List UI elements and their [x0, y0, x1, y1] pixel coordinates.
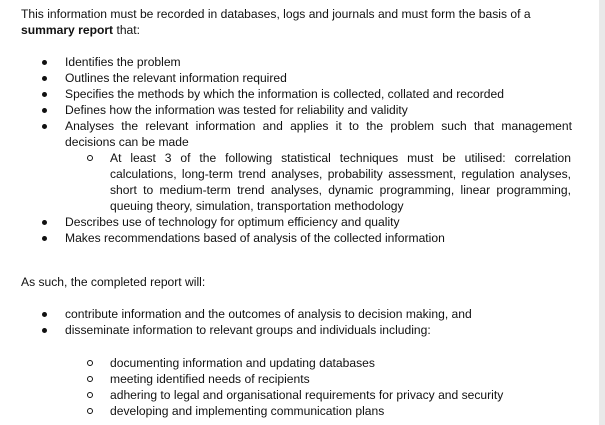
sublist-item: meeting identified needs of recipients	[65, 371, 571, 387]
sublist-item: documenting information and updating databases	[65, 355, 571, 371]
report-requirements-list	[0, 54, 572, 246]
list-item: Outlines the relevant information required	[0, 70, 572, 86]
bullet-icon	[42, 312, 47, 317]
hollow-bullet-icon	[87, 392, 93, 398]
dissemination-sublist	[65, 355, 571, 419]
report-outcomes-list	[0, 306, 572, 338]
intro-text: This information must be recorded in databases, logs and journals and must form the basis of a	[21, 7, 531, 21]
hollow-bullet-icon	[87, 376, 93, 382]
sublist-item: At least 3 of the following statistical techniques must be utilised: correlation calculations, long-term trend analyses, probability assessment, regulation analyses, short to medium-term trend analyses, dynamic programming, linear programming, queuing theory, simulation, transportation methodology	[65, 150, 571, 214]
bullet-icon	[42, 236, 47, 241]
list-item: Makes recommendations based of analysis of the collected information	[0, 230, 572, 246]
intro-bold-term: summary report	[21, 23, 114, 37]
bullet-icon	[42, 328, 47, 333]
bullet-icon	[42, 76, 47, 81]
bullet-icon	[42, 108, 47, 113]
list-item: Specifies the methods by which the information is collected, collated and recorded	[0, 86, 572, 102]
bullet-icon	[42, 92, 47, 97]
bullet-icon	[42, 124, 47, 129]
statistical-techniques-sublist	[65, 150, 572, 214]
hollow-bullet-icon	[87, 360, 93, 366]
sublist-item: adhering to legal and organisational requirements for privacy and security	[65, 387, 571, 403]
intro-tail: that:	[113, 23, 140, 37]
sublist-item: developing and implementing communication plans	[65, 403, 571, 419]
intro-paragraph	[21, 6, 572, 38]
hollow-bullet-icon	[87, 155, 93, 161]
list-item: contribute information and the outcomes of analysis to decision making, and	[0, 306, 572, 322]
list-item: Identifies the problem	[0, 54, 572, 70]
list-item: Defines how the information was tested for reliability and validity	[0, 102, 572, 118]
list-item: Describes use of technology for optimum efficiency and quality	[0, 214, 572, 230]
list-item: Analyses the relevant information and applies it to the problem such that management decisions can be made At least 3 of the following statistical techniques must be utilised: correlation calculations, long-term trend analyses, probability assessment, regulation analyses, short to medium-term trend analyses, dynamic programming, linear programming, queuing theory, simulation, transportation methodology	[0, 118, 572, 214]
bullet-icon	[42, 220, 47, 225]
list-item: disseminate information to relevant groups and individuals including:	[0, 322, 572, 338]
hollow-bullet-icon	[87, 408, 93, 414]
bullet-icon	[42, 60, 47, 65]
as-such-paragraph: As such, the completed report will:	[21, 275, 206, 289]
